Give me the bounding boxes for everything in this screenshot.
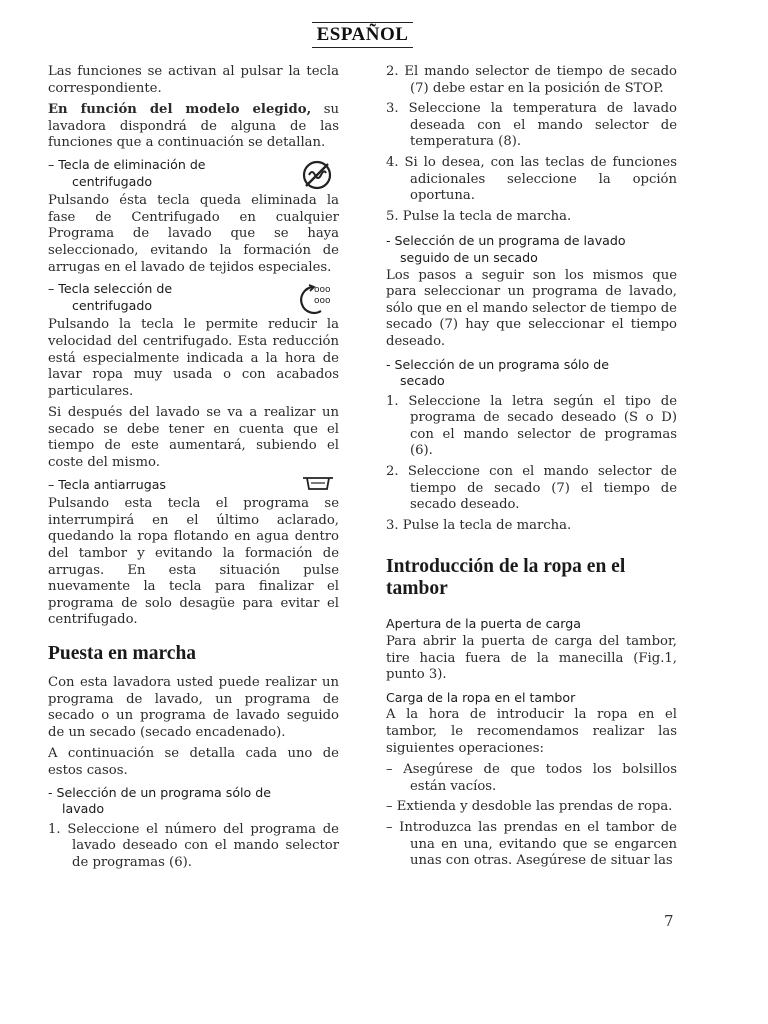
subheading-secado-b: secado [400,373,445,389]
subheading-lavado-b: lavado [62,801,105,817]
language-header: ESPAÑOL [312,22,413,48]
subheading-secado-a: - Selección de un programa sólo de [386,356,609,372]
step-5: 5. Pulse la tecla de marcha. [386,208,572,224]
bullet-1: – Asegúrese de que todos los bolsillos están vacíos. [386,762,677,794]
secado-step-2: 2. Seleccione con el mando selector de tiempo de secado (7) el tiempo de secado deseado. [386,464,677,513]
apertura-title: Apertura de la puerta de carga [386,616,581,632]
anti-crease-tub-icon [301,475,335,498]
section-heading-intro: Introducción de la ropa en el tambor [386,556,626,600]
subheading-lavado-a: - Selección de un programa sólo de [48,784,271,800]
carga-title: Carga de la ropa en el tambor [386,689,576,705]
apertura-text: Para abrir la puerta de carga del tambor, tire hacia fuera de la manecilla (Fig.1, punto 3). [386,634,677,683]
feature-no-spin-title-a: – Tecla de eliminación de [48,156,206,172]
subheading-lavado-secado [386,233,677,266]
feature-anti-crease-text: Pulsando esta tecla el programa se interrumpirá en el último aclarado, quedando la ropa flotando en agua dentro del tambor y evitando la formación de arrugas. En esta situación pulse nuevamente la tecla para finalizar el programa de solo desagüe para evitar el centrifugado. [48,496,339,628]
feature-anti-crease-title-text: – Tecla antiarrugas [48,476,166,492]
model-paragraph [48,102,339,152]
left-column [48,64,339,876]
intro-paragraph: Las funciones se activan al pulsar la tecla correspondiente. [48,64,339,96]
step-4: 4. Si lo desea, con las teclas de funciones adicionales seleccione la opción oportuna. [386,154,677,204]
secado-step-3: 3. Pulse la tecla de marcha. [386,517,572,533]
carga-text: A la hora de introducir la ropa en el tambor, le recomendamos realizar las siguientes operaciones: [386,707,677,756]
subheading-lavado-secado-b: seguido de un secado [400,249,538,265]
step-1: 1. Seleccione el número del programa de lavado deseado con el mando selector de programas (6). [48,821,339,870]
page-number: 7 [664,912,674,930]
feature-no-spin-title-b: centrifugado [72,173,153,189]
spin-speed-icon [297,281,335,322]
no-spin-icon [299,157,335,198]
step-3: 3. Seleccione la temperatura de lavado deseada con el mando selector de temperatura (8). [386,101,677,150]
bullet-2: – Extienda y desdoble las prendas de ropa. [386,799,673,815]
feature-no-spin-title [48,157,339,190]
feature-spin-select-text: Pulsando la tecla le permite reducir la velocidad del centrifugado. Esta reducción está especialmente indicada a la hora de lavar ropa muy usada o con acabados particulares. [48,317,339,399]
feature-spin-select-title-b: centrifugado [72,297,153,313]
feature-anti-crease-title [48,477,339,494]
step-2: 2. El mando selector de tiempo de secado (7) debe estar en la posición de STOP. [386,64,677,96]
subheading-secado [386,357,677,390]
feature-no-spin-text: Pulsando ésta tecla queda eliminada la fase de Centrifugado en cualquier Programa de lavado que se haya seleccionado, evitando la formación de arrugas en el lavado de tejidos especiales. [48,193,339,275]
right-column [386,64,677,874]
lavado-secado-text: Los pasos a seguir son los mismos que para seleccionar un programa de lavado, sólo que en el mando selector de tiempo de secado (7) hay que seleccionar el tiempo deseado. [386,267,677,349]
secado-step-1: 1. Seleccione la letra según el tipo de programa de secado deseado (S o D) con el mando selector de programas (6). [386,393,677,459]
puesta-paragraph-2: A continuación se detalla cada uno de estos casos. [48,746,339,778]
feature-spin-select-title-a: – Tecla selección de [48,281,173,297]
svg-text:ooo: ooo [314,285,331,296]
puesta-paragraph-1: Con esta lavadora usted puede realizar un programa de lavado, un programa de secado o un programa de lavado seguido de un secado (secado encadenado). [48,675,339,740]
section-heading-puesta: Puesta en marcha [48,643,197,664]
feature-spin-select-text-2: Si después del lavado se va a realizar un secado se debe tener en cuenta que el tiempo de este aumentará, subiendo el coste del mismo. [48,405,339,471]
subheading-lavado-secado-a: - Selección de un programa de lavado [386,233,626,249]
svg-text:ooo: ooo [314,296,331,307]
bullet-3: – Introduzca las prendas en el tambor de una en una, evitando que se engarcen unas con otras. Asegúrese de situar las [386,819,677,869]
model-rest: su lavadora dispondrá de alguna de las funciones que a continuación se detallan. [48,102,339,151]
feature-spin-select-title [48,281,339,314]
subheading-lavado [48,785,339,818]
model-bold: En función del modelo elegido, [48,102,312,118]
